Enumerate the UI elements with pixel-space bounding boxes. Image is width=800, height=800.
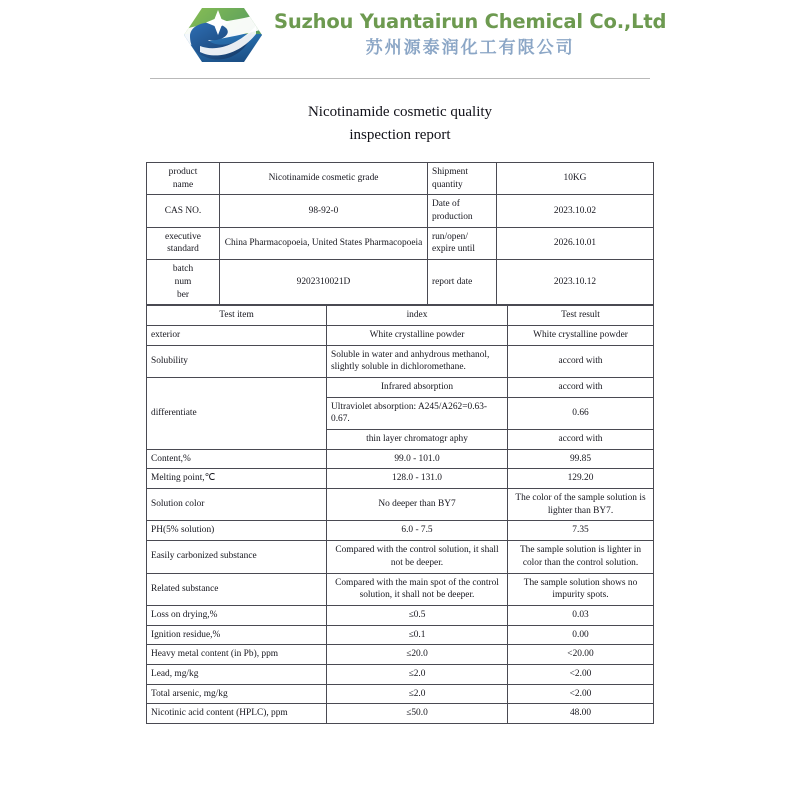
column-header-test-result: Test result	[508, 306, 654, 326]
table-row	[147, 521, 654, 541]
info-label-batch-number: batch num ber	[147, 260, 220, 305]
row-index-thin-layer-chromatography: thin layer chromatogr aphy	[327, 430, 508, 450]
test-results-table	[146, 305, 654, 724]
row-index-ultraviolet-absorption: Ultraviolet absorption: A245/A262=0.63-0.67.	[327, 397, 508, 429]
row-index-ignition-residue: ≤0.1	[327, 625, 508, 645]
row-index-total-arsenic: ≤2.0	[327, 684, 508, 704]
row-result-easily-carbonized-substance: The sample solution is lighter in color than the control solution.	[508, 541, 654, 573]
company-name-en: Suzhou Yuantairun Chemical Co.,Ltd	[274, 10, 667, 34]
row-index-exterior: White crystalline powder	[327, 325, 508, 345]
row-label-solubility: Solubility	[147, 345, 327, 377]
info-value-cas-no: 98-92-0	[220, 195, 428, 227]
row-index-lead: ≤2.0	[327, 664, 508, 684]
hexagon-swoosh-star-logo	[182, 6, 264, 64]
row-index-solution-color: No deeper than BY7	[327, 489, 508, 521]
company-header	[150, 0, 667, 64]
table-row	[147, 377, 654, 397]
table-row	[147, 489, 654, 521]
table-row	[147, 325, 654, 345]
row-label-exterior: exterior	[147, 325, 327, 345]
info-label-report-date: report date	[428, 260, 497, 305]
info-label-cas-no: CAS NO.	[147, 195, 220, 227]
info-label-run-open-expire: run/open/ expire until	[428, 227, 497, 259]
table-row	[147, 541, 654, 573]
info-value-batch-number: 9202310021D	[220, 260, 428, 305]
info-value-report-date: 2023.10.12	[497, 260, 654, 305]
table-row	[147, 195, 654, 227]
row-result-infrared-absorption: accord with	[508, 377, 654, 397]
info-label-shipment-quantity: Shipment quantity	[428, 163, 497, 195]
row-result-total-arsenic: <2.00	[508, 684, 654, 704]
row-index-nicotinic-acid-content: ≤50.0	[327, 704, 508, 724]
table-row	[147, 625, 654, 645]
table-row	[147, 645, 654, 665]
row-index-ph: 6.0 - 7.5	[327, 521, 508, 541]
table-header-row	[147, 306, 654, 326]
row-index-solubility: Soluble in water and anhydrous methanol, slightly soluble in dichloromethane.	[327, 345, 508, 377]
info-label-executive-standard: executive standard	[147, 227, 220, 259]
table-row	[147, 684, 654, 704]
column-header-test-item: Test item	[147, 306, 327, 326]
company-name-block	[274, 11, 666, 59]
table-row	[147, 449, 654, 469]
table-row	[147, 605, 654, 625]
row-result-thin-layer-chromatography: accord with	[508, 430, 654, 450]
page-title-line1: Nicotinamide cosmetic quality	[307, 104, 493, 120]
row-result-exterior: White crystalline powder	[508, 325, 654, 345]
row-result-ph: 7.35	[508, 521, 654, 541]
row-index-melting-point: 128.0 - 131.0	[327, 469, 508, 489]
info-value-date-of-production: 2023.10.02	[497, 195, 654, 227]
row-label-lead: Lead, mg/kg	[147, 664, 327, 684]
row-label-ignition-residue: Ignition residue,%	[147, 625, 327, 645]
company-logo	[182, 6, 264, 64]
row-result-content: 99.85	[508, 449, 654, 469]
row-result-nicotinic-acid-content: 48.00	[508, 704, 654, 724]
column-header-index: index	[327, 306, 508, 326]
info-label-product-name: product name	[147, 163, 220, 195]
row-result-related-substance: The sample solution shows no impurity spots.	[508, 573, 654, 605]
row-result-melting-point: 129.20	[508, 469, 654, 489]
row-result-ignition-residue: 0.00	[508, 625, 654, 645]
table-row	[147, 227, 654, 259]
row-label-melting-point: Melting point,℃	[147, 469, 327, 489]
row-label-content: Content,%	[147, 449, 327, 469]
info-value-product-name: Nicotinamide cosmetic grade	[220, 163, 428, 195]
row-index-easily-carbonized-substance: Compared with the control solution, it shall not be deeper.	[327, 541, 508, 573]
info-label-date-of-production: Date of production	[428, 195, 497, 227]
row-label-loss-on-drying: Loss on drying,%	[147, 605, 327, 625]
info-value-run-open-expire: 2026.10.01	[497, 227, 654, 259]
row-index-loss-on-drying: ≤0.5	[327, 605, 508, 625]
table-row	[147, 573, 654, 605]
table-row	[147, 260, 654, 305]
page-title-line2: inspection report	[349, 126, 451, 143]
row-label-ph: PH(5% solution)	[147, 521, 327, 541]
table-row	[147, 163, 654, 195]
table-row	[147, 704, 654, 724]
row-label-solution-color: Solution color	[147, 489, 327, 521]
row-result-solubility: accord with	[508, 345, 654, 377]
table-row	[147, 469, 654, 489]
row-result-heavy-metal-content: <20.00	[508, 645, 654, 665]
company-name-cn: 苏州源泰润化工有限公司	[365, 37, 575, 58]
row-result-loss-on-drying: 0.03	[508, 605, 654, 625]
row-label-total-arsenic: Total arsenic, mg/kg	[147, 684, 327, 704]
row-result-lead: <2.00	[508, 664, 654, 684]
product-info-table	[146, 162, 654, 305]
row-index-heavy-metal-content: ≤20.0	[327, 645, 508, 665]
info-value-executive-standard: China Pharmacopoeia, United States Pharmacopoeia	[220, 227, 428, 259]
row-label-easily-carbonized-substance: Easily carbonized substance	[147, 541, 327, 573]
row-label-related-substance: Related substance	[147, 573, 327, 605]
page-title	[150, 101, 650, 146]
row-label-heavy-metal-content: Heavy metal content (in Pb), ppm	[147, 645, 327, 665]
table-row	[147, 345, 654, 377]
info-value-shipment-quantity: 10KG	[497, 163, 654, 195]
row-result-solution-color: The color of the sample solution is lighter than BY7.	[508, 489, 654, 521]
row-label-nicotinic-acid-content: Nicotinic acid content (HPLC), ppm	[147, 704, 327, 724]
header-divider	[150, 78, 650, 79]
row-label-differentiate: differentiate	[147, 377, 327, 449]
row-index-content: 99.0 - 101.0	[327, 449, 508, 469]
row-result-ultraviolet-absorption: 0.66	[508, 397, 654, 429]
table-row	[147, 664, 654, 684]
row-index-related-substance: Compared with the main spot of the control solution, it shall not be deeper.	[327, 573, 508, 605]
row-index-infrared-absorption: Infrared absorption	[327, 377, 508, 397]
